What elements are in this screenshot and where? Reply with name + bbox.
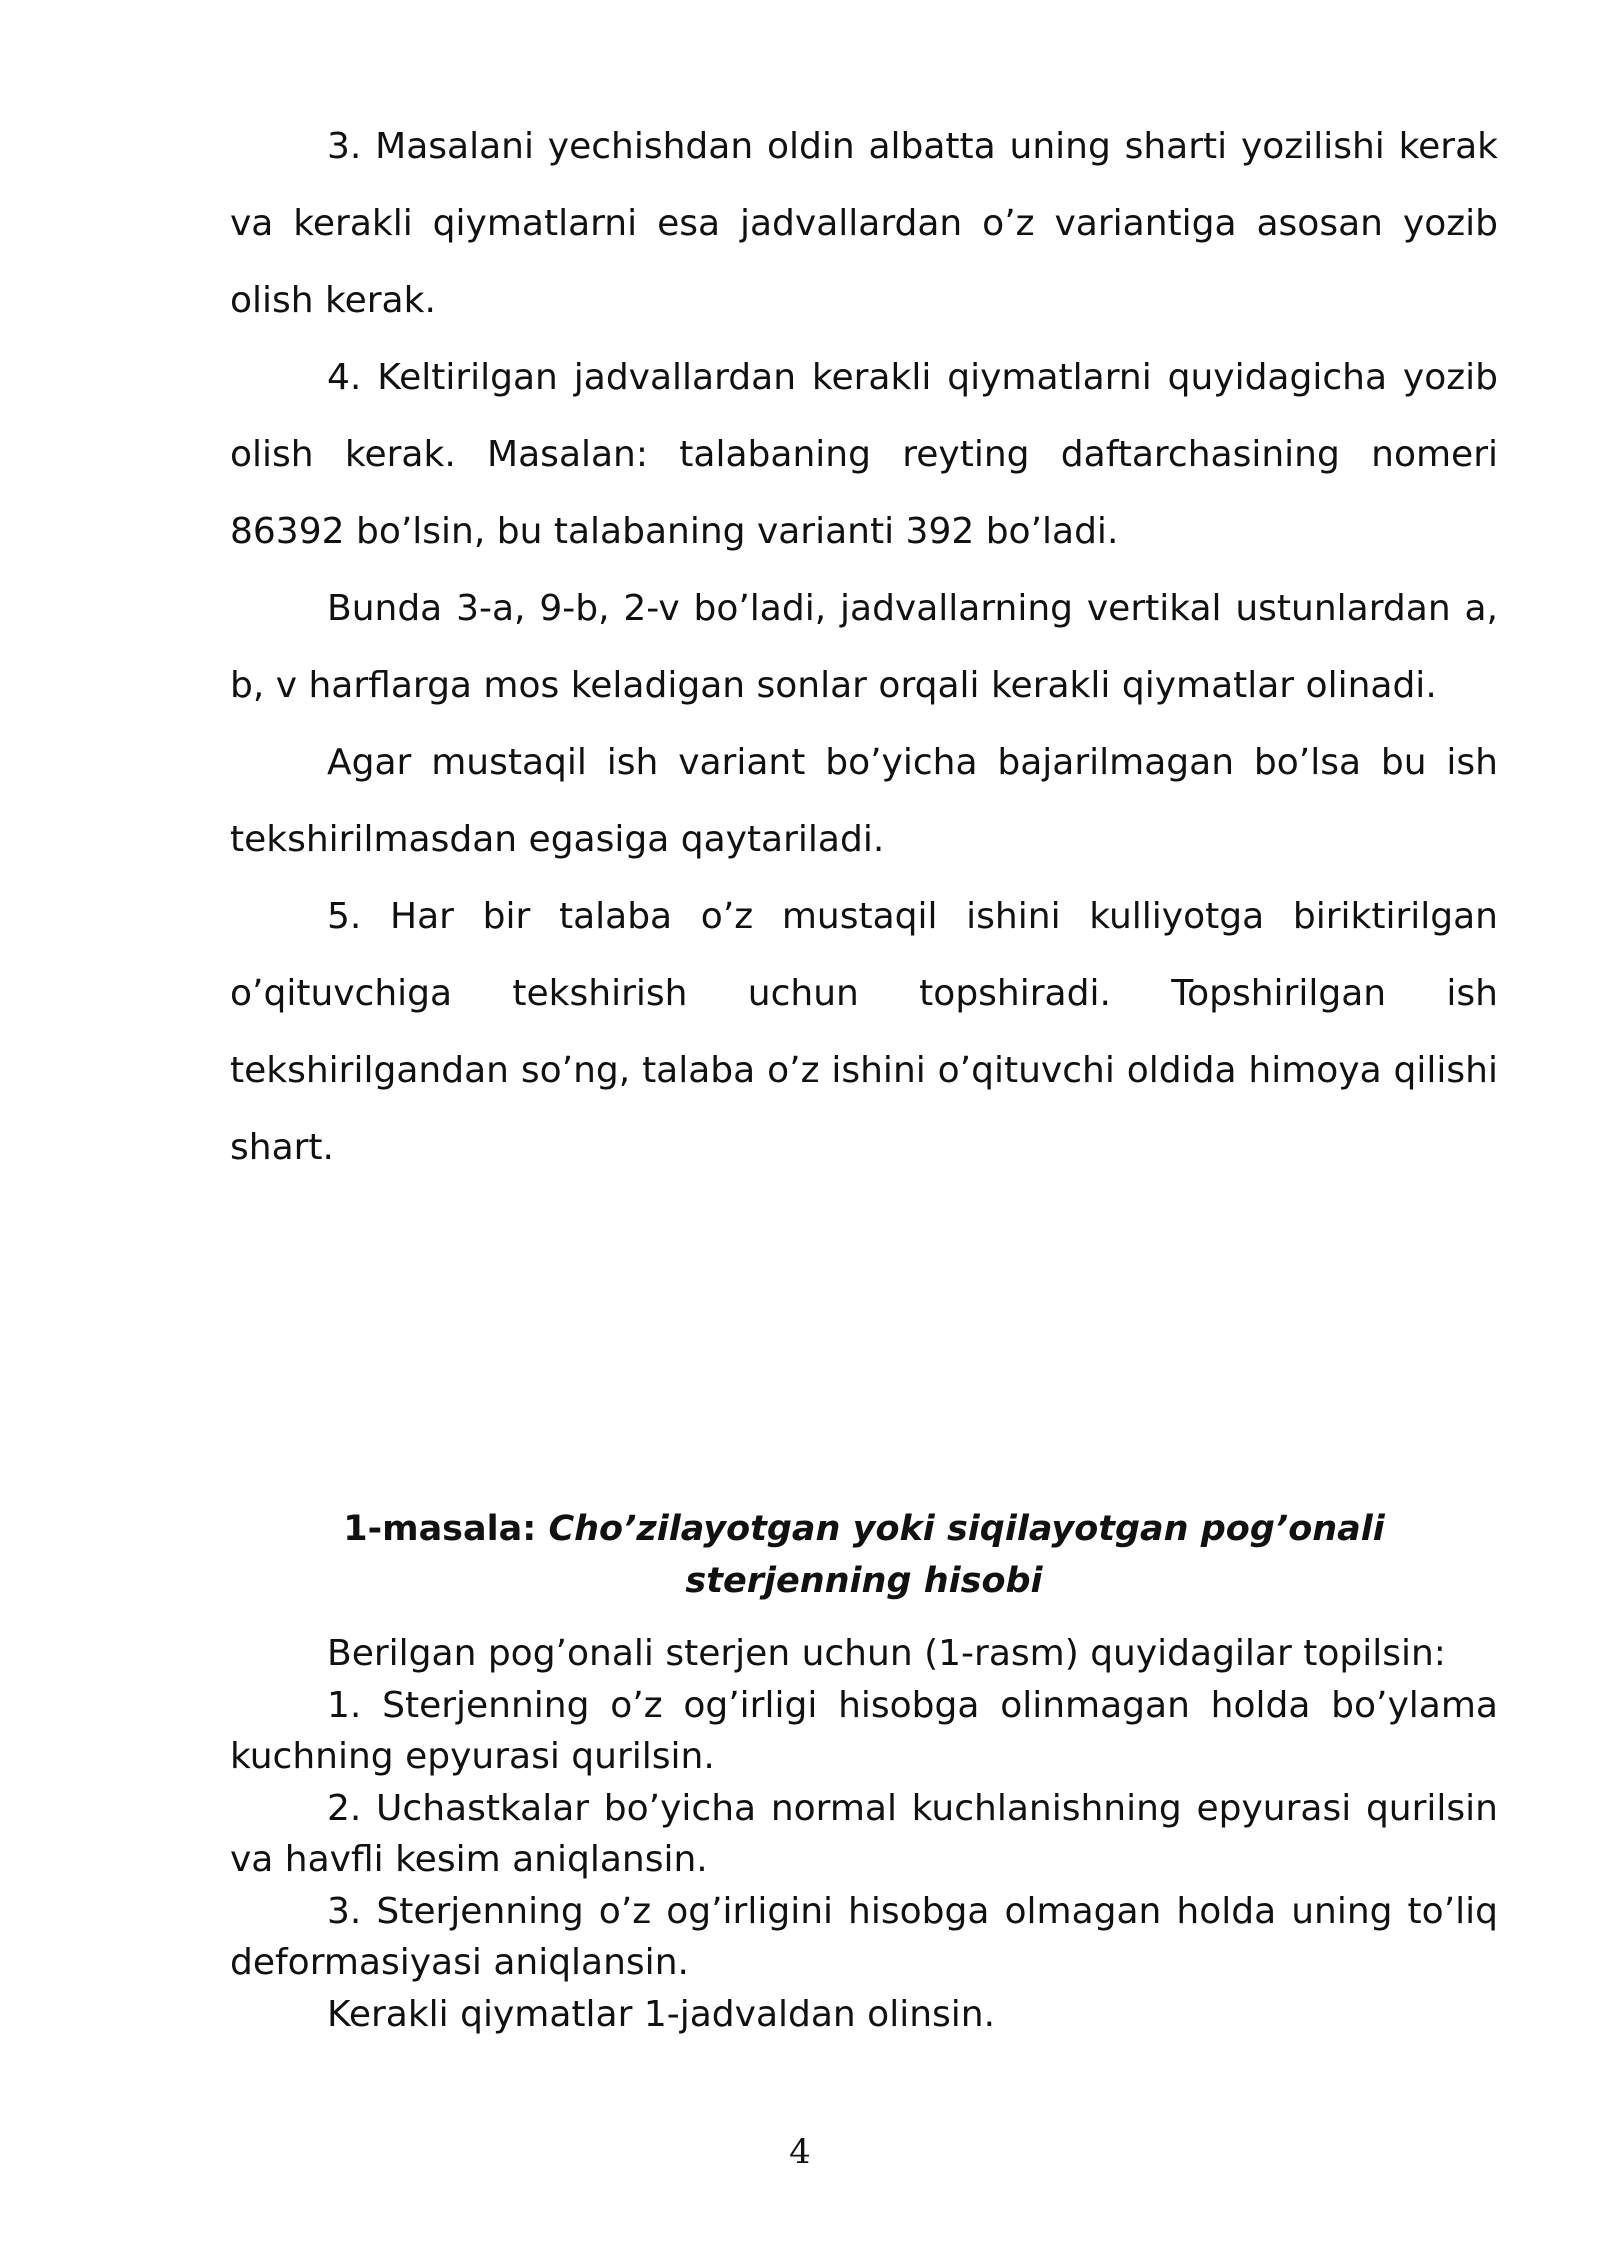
section-title [230, 1503, 1498, 1607]
section-note: Kerakli qiymatlar 1-jadvaldan olinsin. [327, 1993, 996, 2035]
paragraph-item-5: 5. Har bir talaba o’z mustaqil ishini kulliyotga biriktirilgan o’qituvchiga tekshirish uchun topshiradi. Topshirilgan ish tekshirilgandan so’ng, talaba o’z ishini o’qituvchi oldida himoya qilishi shart. [230, 896, 1498, 1168]
document-body [230, 108, 1498, 1186]
section-task-2: 2. Uchastkalar bo’yicha normal kuchlanishning epyurasi qurilsin va havfli kesim aniqlansin. [230, 1787, 1498, 1880]
section-intro: Berilgan pog’onali sterjen uchun (1-rasm) quyidagilar topilsin: [327, 1633, 1446, 1674]
section-title-prefix: 1-masala: [343, 1509, 549, 1549]
section-title-italic: Cho’zilayotgan yoki siqilayotgan pog’onali sterjenning hisobi [548, 1509, 1385, 1601]
paragraph-item-4: 4. Keltirilgan jadvallardan kerakli qiymatlarni quyidagicha yozib olish kerak. Masalan: talabaning reyting daftarchasining nomeri 86392 bo’lsin, bu talabaning varianti 392 bo’ladi. [230, 357, 1498, 552]
paragraph-example: Bunda 3-a, 9-b, 2-v bo’ladi, jadvallarning vertikal ustunlardan a, b, v harflarga mos keladigan sonlar orqali kerakli qiymatlar olinadi. [230, 588, 1498, 706]
paragraph-item-3: 3. Masalani yechishdan oldin albatta uning sharti yozilishi kerak va kerakli qiymatlarni esa jadvallardan o’z variantiga asosan yozib olish kerak. [230, 126, 1498, 321]
section-body [230, 1628, 1498, 2040]
section-task-1: 1. Sterjenning o’z og’irligi hisobga olinmagan holda bo’ylama kuchning epyurasi qurilsin. [230, 1684, 1498, 1777]
section-task-3: 3. Sterjenning o’z og’irligini hisobga olmagan holda uning to’liq deformasiyasi aniqlansin. [230, 1890, 1498, 1983]
paragraph-condition: Agar mustaqil ish variant bo’yicha bajarilmagan bo’lsa bu ish tekshirilmasdan egasiga qaytariladi. [230, 742, 1498, 860]
page-number: 4 [789, 2132, 811, 2172]
